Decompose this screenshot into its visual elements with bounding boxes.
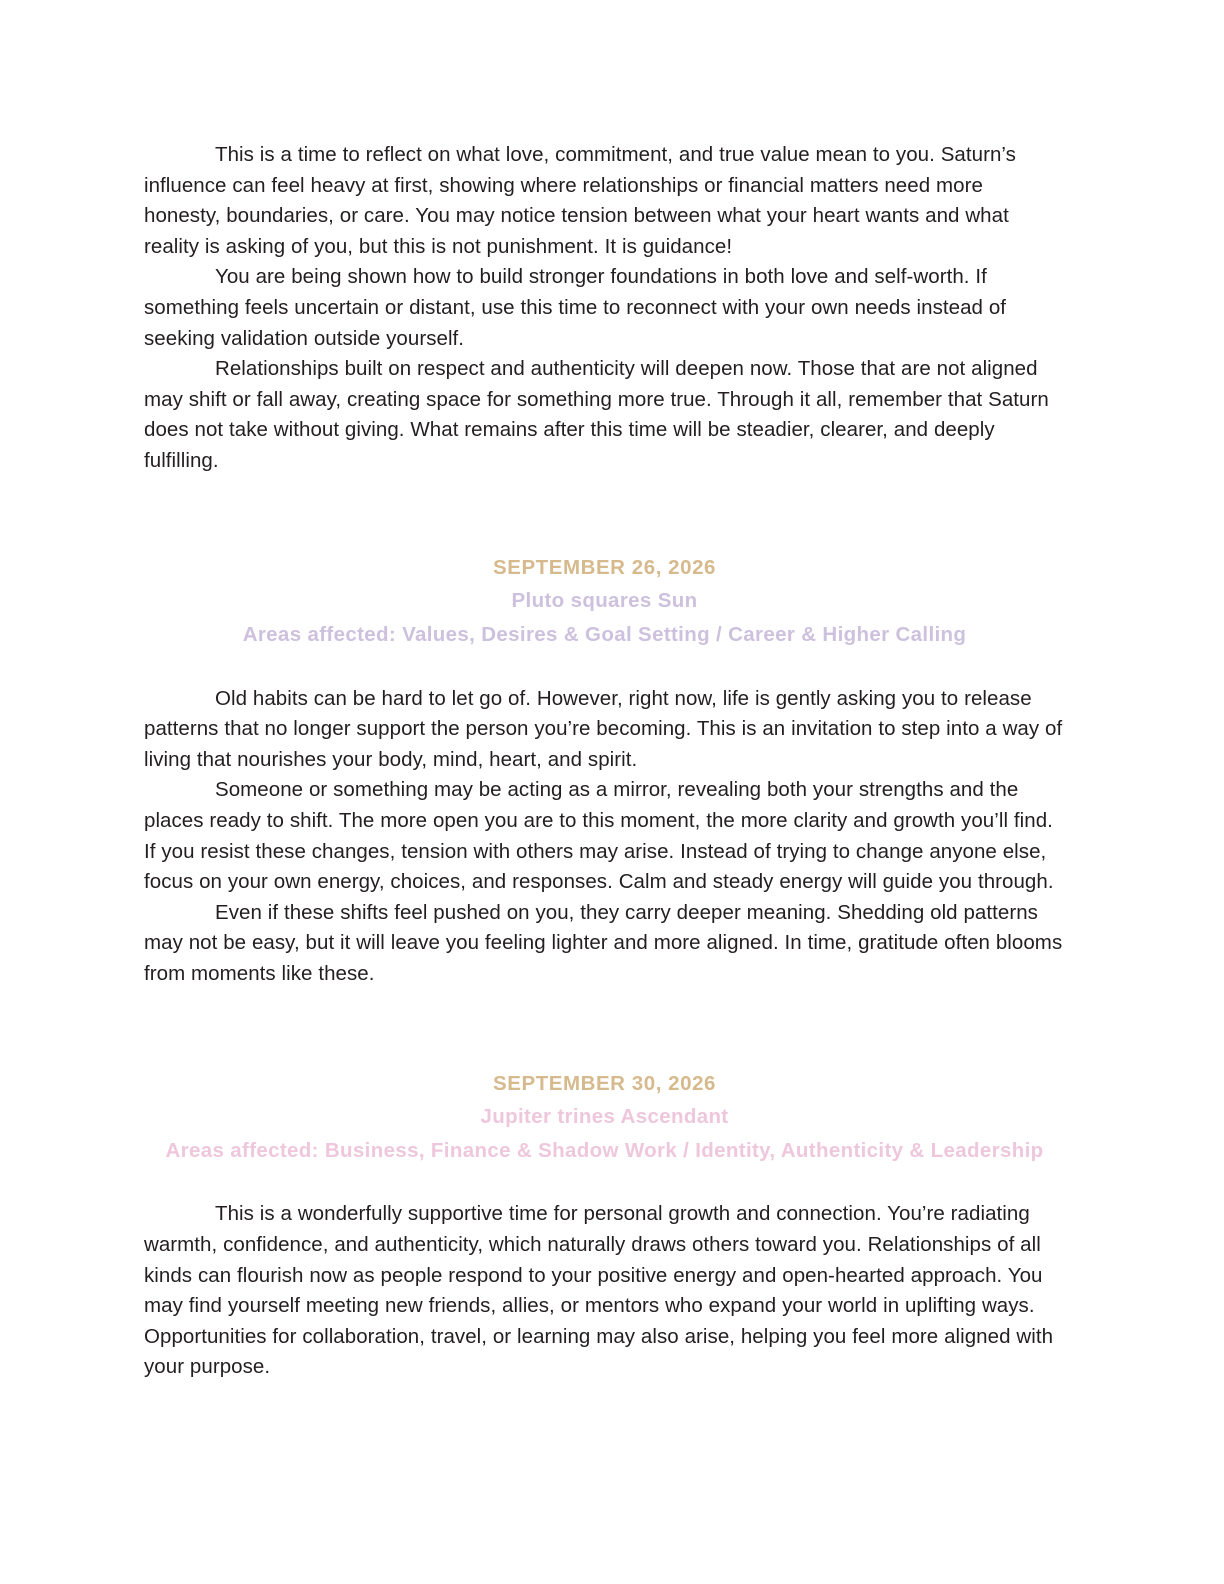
section-jupiter-trines-ascendant: [144, 1067, 1065, 1383]
spacer: [144, 477, 1065, 551]
paragraph: Old habits can be hard to let go of. However, right now, life is gently asking you to release patterns that no longer support the person you’re becoming. This is an invitation to step into a way of living that nourishes your body, mind, heart, and spirit.: [144, 686, 1063, 771]
paragraph: This is a wonderfully supportive time for personal growth and connection. You’re radiating warmth, confidence, and authenticity, which naturally draws others toward you. Relationships of all kinds can flourish now as people respond to your positive energy and open-hearted approach. You may find yourself meeting new friends, allies, or mentors who expand your world in uplifting ways. Opportunities for collaboration, travel, or learning may also arise, helping you feel more aligned with your purpose.: [144, 1202, 1054, 1379]
section-saturn-continued: [144, 140, 1065, 477]
transit-areas-affected: Areas affected: Business, Finance & Shadow Work / Identity, Authenticity & Leadership: [165, 1139, 1044, 1163]
paragraph: This is a time to reflect on what love, commitment, and true value mean to you. Saturn’s influence can feel heavy at first, showing where relationships or financial matters need more honesty, boundaries, or care. You may notice tension between what your heart wants and what reality is asking of you, but this is not punishment. It is guidance!: [144, 143, 1016, 258]
paragraph: You are being shown how to build stronger foundations in both love and self-worth. If something feels uncertain or distant, use this time to reconnect with your own needs instead of seeking validation outside yourself.: [144, 265, 1007, 350]
transit-heading-pluto: [144, 551, 1065, 652]
paragraph: Even if these shifts feel pushed on you, they carry deeper meaning. Shedding old patterns may not be easy, but it will leave you feeling lighter and more aligned. In time, gratitude often blooms from moments like these.: [144, 900, 1063, 985]
transit-areas-affected: Areas affected: Values, Desires & Goal Setting / Career & Higher Calling: [242, 622, 967, 646]
transit-heading-jupiter: [144, 1067, 1065, 1168]
spacer: [144, 652, 1065, 684]
transit-date: SEPTEMBER 30, 2026: [493, 1072, 716, 1096]
transit-date: SEPTEMBER 26, 2026: [493, 555, 716, 579]
document-content: [144, 140, 1065, 1383]
spacer: [144, 1168, 1065, 1199]
section-pluto-squares-sun: [144, 551, 1065, 990]
paragraph: Relationships built on respect and authenticity will deepen now. Those that are not aligned may shift or fall away, creating space for something more true. Through it all, remember that Saturn does not take without giving. What remains after this time will be steadier, clearer, and deeply fulfilling.: [144, 357, 1049, 472]
paragraph: Someone or something may be acting as a mirror, revealing both your strengths and the places ready to shift. The more open you are to this moment, the more clarity and growth you’ll find. If you resist these changes, tension with others may arise. Instead of trying to change anyone else, focus on your own energy, choices, and responses. Calm and steady energy will guide you through.: [144, 778, 1054, 894]
spacer: [144, 989, 1065, 1067]
transit-aspect: Pluto squares Sun: [511, 588, 698, 612]
transit-aspect: Jupiter trines Ascendant: [480, 1105, 729, 1129]
